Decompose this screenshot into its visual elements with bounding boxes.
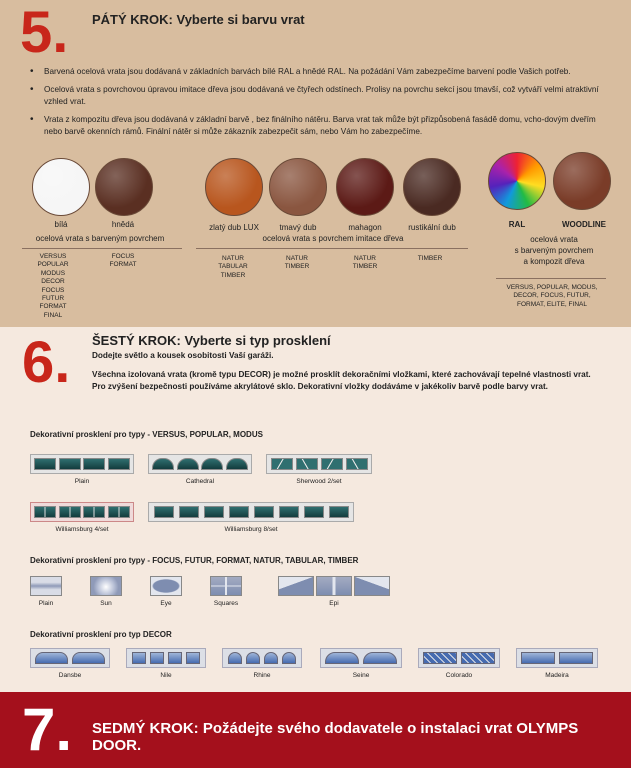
models-tmavy-dub: NATUR TIMBER [284,255,310,271]
caption-williamsburg-8: Williamsburg 8/set [224,526,278,533]
step6-paragraph-1: Všechna izolovaná vrata (kromě typu DECOR) je možné prosklít dekoračními vložkami, které zachovávají tepelné vlastnosti vrat. [92,370,591,379]
window-epi-3[interactable] [354,576,390,596]
caption-plain-2: Plain [38,600,54,607]
window-plain-1[interactable] [30,454,134,474]
step5-title: PÁTÝ KROK: Vyberte si barvu vrat [92,12,305,27]
swatch-ral[interactable] [488,152,546,210]
models-rustikalni-dub: TIMBER [417,255,443,262]
window-colorado[interactable] [418,648,500,668]
category-3-title: Dekorativní prosklení pro typ DECOR [30,630,172,639]
caption-sherwood: Sherwood 2/set [296,478,342,485]
divider [496,278,606,279]
window-eye[interactable] [150,576,182,596]
window-epi-1[interactable] [278,576,314,596]
swatch-hneda[interactable] [95,158,153,216]
category-1-title: Dekorativní prosklení pro typy - VERSUS, POPULAR, MODUS [30,430,263,439]
models-zlaty-dub: NATUR TABULAR TIMBER [218,255,248,279]
models-hneda: FOCUS FORMAT [109,253,137,269]
step6-subtitle: Dodejte světlo a kousek osobitosti Vaší garáži. [92,351,274,360]
caption-dansbe: Dansbe [58,672,82,679]
step7-title: SEDMÝ KROK: Požádejte svého dodavatele o instalaci vrat OLYMPS DOOR. [92,720,579,754]
bullet-3: • Vrata z kompozitu dřeva jsou dodávaná v základní barvě , bez finálního nátěru. Barva vrat tak může být přizpůsobená fasádě domu, vcho-dovým dveřím nebo barvě okenních rámů. Finální nátěr si může zákazník zabezpečit sám, nebo Vám ho zabezpečíme. [30,114,610,138]
window-cathedral[interactable] [148,454,252,474]
caption-cathedral: Cathedral [185,478,215,485]
step5-bullets [30,66,610,144]
label-woodline: WOODLINE [562,220,606,229]
window-williamsburg-4[interactable] [30,502,134,522]
label-hneda: hnědá [111,220,135,229]
caption-sun: Sun [100,600,112,607]
window-plain-2[interactable] [30,576,62,596]
label-ral: RAL [508,220,526,229]
caption-seine: Seine [352,672,370,679]
bullet-2: • Ocelová vrata s povrchovou úpravou imitace dřeva jsou dodávaná ve čtyřech odstínech. Prolisy na povrchu sekcí jsou tmavší, což vytváří velmi atraktivní vzhled vrat. [30,84,610,108]
window-seine[interactable] [320,648,402,668]
step6-title: ŠESTÝ KROK: Vyberte si typ prosklení [92,333,331,348]
swatch-tmavy-dub[interactable] [269,158,327,216]
window-nile[interactable] [126,648,206,668]
group-label-barveny: ocelová vrata s barveným povrchem [35,234,165,243]
bullet-1: • Barvená ocelová vrata jsou dodávaná v základních barvách bílé RAL a hnědé RAL. Na požádání Vám zabezpečíme barvení podle Vašich potřeb. [30,66,610,78]
caption-eye: Eye [160,600,172,607]
caption-nile: Nile [160,672,172,679]
caption-colorado: Colorado [445,672,473,679]
step5-number: 5. [20,0,69,65]
swatch-mahagon[interactable] [336,158,394,216]
swatch-zlaty-dub[interactable] [205,158,263,216]
category-2-title: Dekorativní prosklení pro typy - FOCUS, FUTUR, FORMAT, NATUR, TABULAR, TIMBER [30,556,359,565]
step7-number: 7. [22,696,73,763]
label-mahagon: mahagon [348,223,382,232]
caption-squares: Squares [213,600,239,607]
step6-paragraph-2: Pro zvýšení bezpečnosti používáme akrylátové sklo. Dekorativní vložky dodáváme v jakékoliv barvě podle barvy vrat. [92,382,548,391]
group-label-kompozit: ocelová vrata s barveným povrchem a kompozit dřeva [514,235,594,266]
window-sherwood[interactable] [266,454,372,474]
label-bila: bílá [54,220,68,229]
window-dansbe[interactable] [30,648,110,668]
divider [22,248,182,249]
models-mahagon: NATUR TIMBER [352,255,378,271]
step6-number: 6. [22,330,71,395]
window-sun[interactable] [90,576,122,596]
window-epi-2[interactable] [316,576,352,596]
caption-plain-1: Plain [74,478,90,485]
divider [196,248,468,249]
caption-madeira: Madeira [545,672,569,679]
caption-williamsburg-4: Williamsburg 4/set [55,526,109,533]
swatch-rustikalni-dub[interactable] [403,158,461,216]
label-zlaty-dub: zlatý dub LUX [209,223,259,232]
models-ral-woodline: VERSUS, POPULAR, MODUS, DECOR, FOCUS, FUTUR, FORMAT, ELITE, FINAL [506,284,598,308]
swatch-woodline[interactable] [553,152,611,210]
models-bila: VERSUS POPULAR MODUS DECOR FOCUS FUTUR FORMAT FINAL [37,253,69,319]
window-squares[interactable] [210,576,242,596]
label-tmavy-dub: tmavý dub [279,223,317,232]
swatch-bila[interactable] [32,158,90,216]
window-williamsburg-8[interactable] [148,502,354,522]
label-rustikalni-dub: rustikální dub [408,223,456,232]
window-madeira[interactable] [516,648,598,668]
group-label-imitace: ocelová vrata s povrchem imitace dřeva [262,234,404,243]
window-rhine[interactable] [222,648,302,668]
caption-rhine: Rhine [253,672,271,679]
caption-epi: Epi [329,600,339,607]
